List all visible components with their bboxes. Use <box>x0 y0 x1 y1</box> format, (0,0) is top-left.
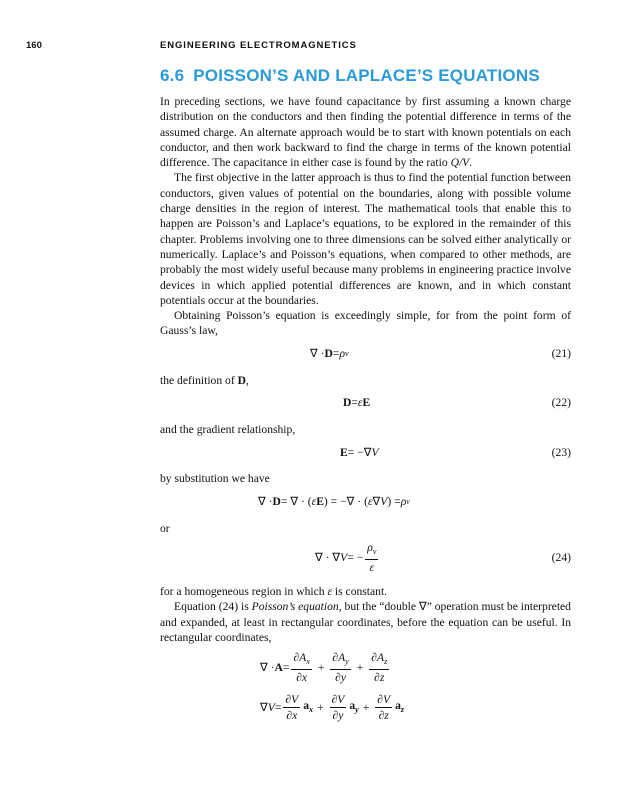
paragraph-gradient: and the gradient relationship, <box>160 423 296 437</box>
sub-eq-rho: ρ <box>400 494 407 508</box>
div-term-z <box>369 651 389 684</box>
grad-unit-z-sub: z <box>400 704 405 714</box>
grad-term-z-den: ∂z <box>378 709 389 723</box>
eq24-fraction <box>365 541 378 574</box>
paragraph-homogeneous <box>160 584 571 599</box>
grad-term-y <box>330 693 347 722</box>
eq23-potential: V <box>371 445 379 459</box>
grad-unit-x-a: a <box>303 698 310 712</box>
eq24-rho: ρ <box>367 541 373 555</box>
div-term-y <box>330 651 350 684</box>
div-term-x-sub: x <box>306 657 310 667</box>
div-term-x <box>291 651 311 684</box>
sub-eq-div: ∇ · <box>258 494 273 508</box>
grad-unit-y <box>349 698 358 717</box>
eq24-v: V <box>340 551 348 565</box>
paragraph-intro-text: In preceding sections, we have found capacitance by first assuming a known charge distribution on the conductors and then finding the potential difference in terms of the assumed charge. An alternate approach would be to start with known potentials on each conductor, and then work backward to find the charge in terms of the known potential difference. The capacitance in either case is found by the ratio <box>160 95 571 170</box>
section-heading <box>160 66 540 86</box>
div-equals: = <box>282 660 290 674</box>
paragraph-intro-end: . <box>469 156 473 170</box>
eq21-equals: = <box>332 347 340 361</box>
eq22-vector-d: D <box>343 396 352 410</box>
sub-eq-mid1: = ∇ · ( <box>280 494 312 508</box>
div-term-x-num: ∂A <box>293 651 307 665</box>
book-title: ENGINEERING ELECTROMAGNETICS <box>160 40 357 51</box>
div-term-y-sub: y <box>345 657 349 667</box>
sub-eq-rho-sub: v <box>406 496 410 506</box>
homogeneous-text: for a homogeneous region in which <box>160 584 328 598</box>
grad-unit-y-sub: y <box>355 704 359 714</box>
sub-eq-epsilon-2: ε <box>367 494 373 508</box>
paragraph-gauss: Obtaining Poisson’s equation is exceedingly simple, for from the point form of Gauss’s law, <box>160 309 571 338</box>
eq22-equals: = <box>351 396 358 410</box>
grad-term-y-den: ∂y <box>332 709 344 723</box>
eq21-vector-d: D <box>324 347 333 361</box>
section-number: 6.6 <box>160 66 185 85</box>
equation-number-24: (24) <box>551 551 571 565</box>
grad-term-x-den: ∂x <box>286 709 298 723</box>
eq23-equals: = −∇ <box>347 445 372 459</box>
paragraph-or: or <box>160 521 170 535</box>
grad-plus-1: + <box>317 700 324 714</box>
div-plus-2: + <box>356 660 364 674</box>
grad-lhs: ∇ <box>260 700 268 714</box>
eq23-vector-e: E <box>340 445 348 459</box>
eq24-equals: = − <box>347 551 364 565</box>
sub-eq-mid3: ) = <box>387 494 401 508</box>
div-vector-a: A <box>274 660 283 674</box>
eq22-vector-e: E <box>362 396 371 410</box>
grad-term-x-num: ∂V <box>285 693 299 707</box>
grad-term-z <box>375 693 392 722</box>
eq24-lhs: ∇ · ∇ <box>315 551 341 565</box>
equation-21 <box>160 339 571 369</box>
definition-d-symbol: D <box>237 373 246 387</box>
div-term-z-sub: z <box>384 657 388 667</box>
div-term-y-den: ∂y <box>335 671 346 685</box>
poisson-post: but the “double ∇” operation must be interpreted and expanded, at least in rectangular coordinates, before the equation can be useful. In rectangular coordinates, <box>160 600 571 644</box>
equation-number-21: (21) <box>551 347 571 361</box>
body-text <box>160 94 571 733</box>
grad-term-x <box>283 693 300 722</box>
equation-23 <box>160 437 571 467</box>
grad-unit-z-a: a <box>395 698 401 712</box>
sub-eq-d: D <box>272 494 281 508</box>
paragraph-poisson <box>160 599 571 645</box>
sub-eq-v: V <box>380 494 388 508</box>
grad-unit-z <box>395 698 404 717</box>
eq21-rho: ρ <box>339 347 346 361</box>
homogeneous-end: is constant. <box>332 584 388 598</box>
eq21-rho-sub: v <box>345 349 349 359</box>
grad-term-z-num: ∂V <box>377 693 391 707</box>
paragraph-objective: The first objective in the latter approach is thus to find the potential function between conductors, given values of potential on the boundaries, along with possible volume charge densities in the region of interest. The mathematical tools that enable this to happen are Poisson’s and Laplace’s equations, to be explored in the remainder of this chapter. Problems involving one to three dimensions can be solved either analytically or numerically. Laplace’s and Poisson’s equations, when compared to other methods, are probably the most widely useful because many problems in engineering practice involve devices in which applied potential differences are known, and in which constant potentials occur at the boundaries. <box>160 171 571 307</box>
homogeneous-epsilon: ε <box>327 584 333 598</box>
grad-unit-x-sub: x <box>309 704 314 714</box>
sub-eq-epsilon-1: ε <box>311 494 317 508</box>
rectangular-expansions <box>160 645 571 733</box>
definition-d-text: the definition of <box>160 373 238 387</box>
paragraph-intro <box>160 94 571 170</box>
eq21-lhs: ∇ · <box>310 347 325 361</box>
grad-unit-y-a: a <box>349 698 356 712</box>
eq24-rho-sub: v <box>372 547 377 557</box>
grad-equals: = <box>274 700 282 714</box>
grad-v: V <box>267 700 275 714</box>
grad-unit-x <box>303 698 313 717</box>
equation-number-22: (22) <box>551 396 571 410</box>
equation-number-23: (23) <box>551 445 571 459</box>
section-title: POISSON’S AND LAPLACE’S EQUATIONS <box>193 66 540 85</box>
div-lhs: ∇ · <box>260 660 275 674</box>
paragraph-definition-d <box>160 373 571 388</box>
page-number: 160 <box>26 40 42 51</box>
div-term-y-num: ∂A <box>332 651 346 665</box>
sub-eq-e: E <box>316 494 324 508</box>
div-term-z-den: ∂z <box>374 671 385 685</box>
equation-24 <box>160 536 571 580</box>
div-term-x-den: ∂x <box>296 671 308 685</box>
equation-substitution <box>160 487 571 517</box>
sub-eq-grad: ∇ <box>372 494 381 508</box>
definition-d-end: , <box>245 373 249 387</box>
running-head <box>26 40 586 54</box>
eq24-epsilon: ε <box>369 561 375 575</box>
sub-eq-mid2: ) = −∇ · ( <box>323 494 368 508</box>
poisson-emphasis: Poisson’s equation, <box>251 600 342 614</box>
equation-22 <box>160 388 571 418</box>
gradient-equation <box>260 693 404 722</box>
poisson-pre: Equation (24) is <box>174 600 252 614</box>
grad-plus-2: + <box>362 700 370 714</box>
paragraph-substitution: by substitution we have <box>160 472 270 486</box>
eq22-epsilon: ε <box>357 396 363 410</box>
capacitance-ratio: Q/V <box>450 156 470 170</box>
div-term-z-num: ∂A <box>371 651 385 665</box>
grad-term-y-num: ∂V <box>331 693 345 707</box>
divergence-equation <box>260 651 391 684</box>
div-plus-1: + <box>317 660 325 674</box>
